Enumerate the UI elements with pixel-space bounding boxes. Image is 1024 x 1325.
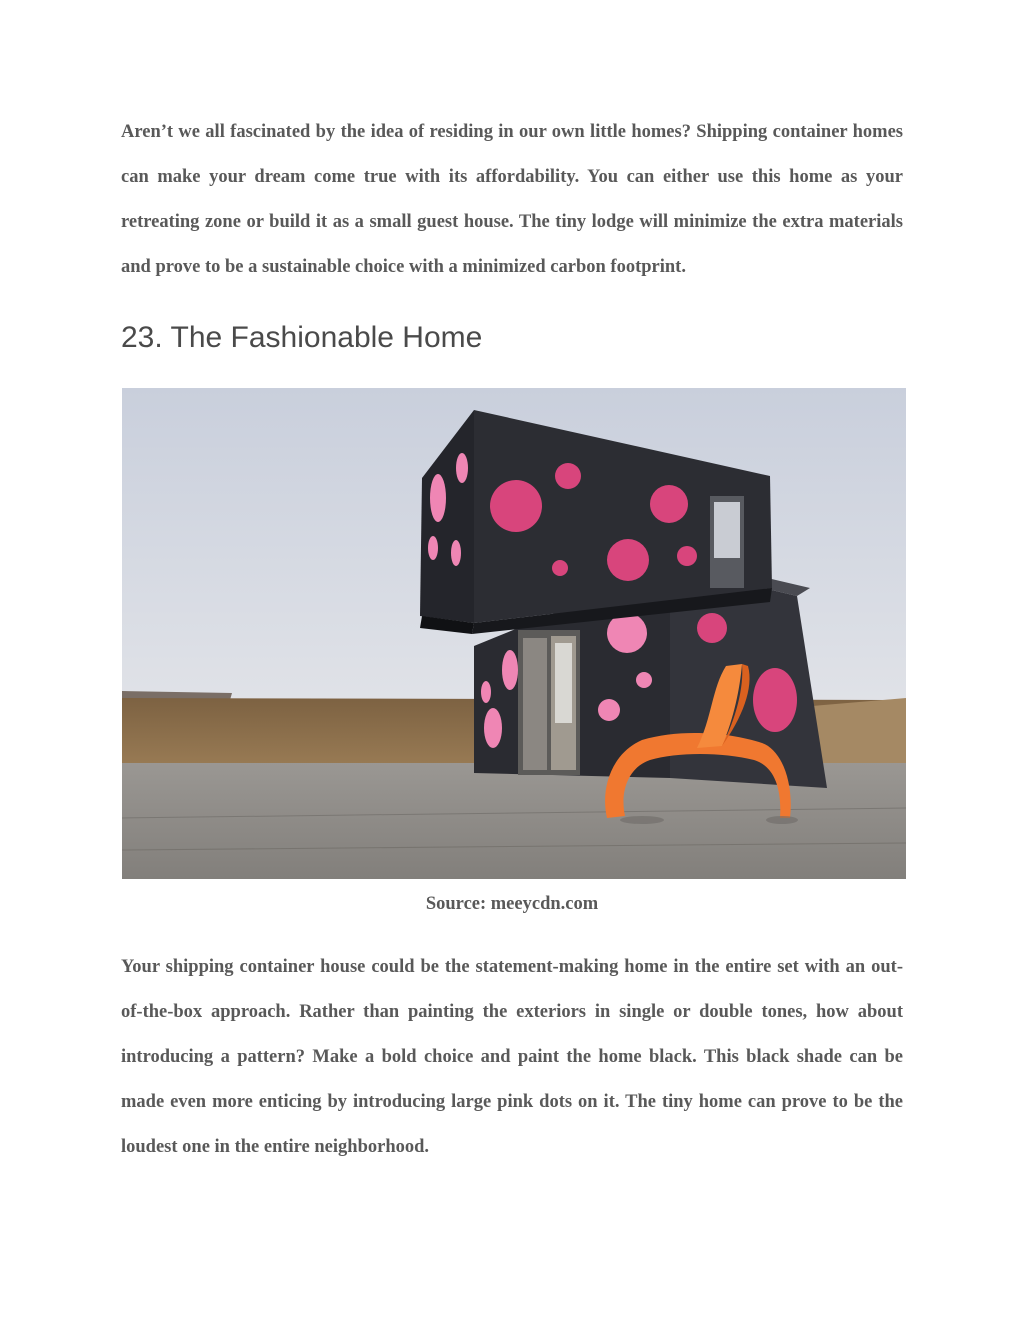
hedge-right (812, 698, 906, 768)
body-paragraph: Your shipping container house could be the statement-making home in the entire set with an out-of-the-box approach. Rather than painting the exteriors in single or double tones, how about introducing a pattern? Make a bold choice and paint the home black. This black shade can be made even more enticing by introducing large pink dots on it. The tiny home can prove to be the loudest one in the entire neighborhood. (121, 957, 903, 1157)
photo-caption: Source: meeycdn.com (425, 894, 599, 914)
section-heading: 23. The Fashionable Home (121, 321, 483, 354)
intro-paragraph: Aren’t we all fascinated by the idea of residing in our own little homes? Shipping container homes can make your dream come true with its affordability. You can either use this home as your retreating zone or build it as a small guest house. The tiny lodge will minimize the extra materials and prove to be a sustainable choice with a minimized carbon footprint. (121, 122, 903, 277)
container-home-photo (122, 388, 906, 879)
